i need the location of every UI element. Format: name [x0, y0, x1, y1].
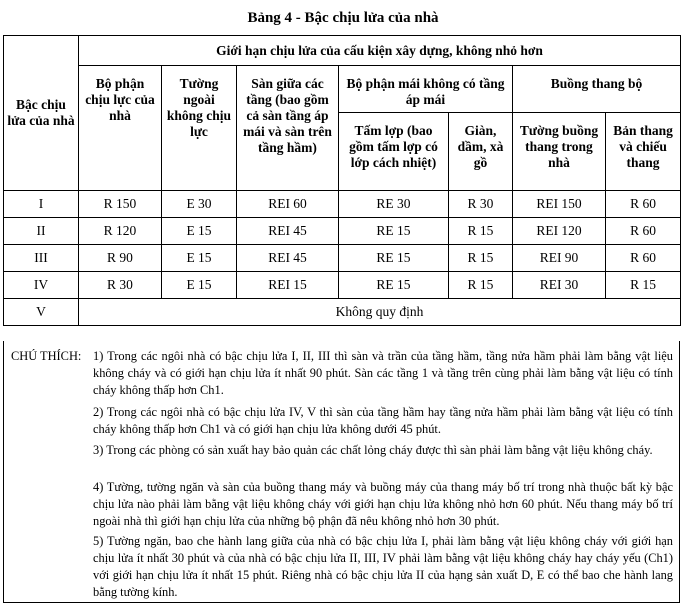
- table-row: [4, 299, 681, 326]
- cell-stair-flight: R 60: [606, 191, 681, 218]
- cell-stair-wall: REI 150: [513, 191, 606, 218]
- cell-roof-sheet: RE 30: [339, 191, 449, 218]
- header-stair-wall: Tường buồng thang trong nhà: [513, 113, 606, 191]
- note-item: 3) Trong các phòng có sản xuất hay bảo quản các chất lỏng cháy được thì sàn phải làm bằng vật liệu không cháy.: [93, 443, 653, 457]
- table-row: [4, 245, 681, 272]
- header-rating: Bậc chịu lửa của nhà: [4, 36, 79, 191]
- cell-rating: IV: [4, 272, 79, 299]
- cell-roof-truss: R 30: [449, 191, 513, 218]
- table-title: Bảng 4 - Bậc chịu lửa của nhà: [247, 10, 439, 26]
- cell-floor: REI 15: [237, 272, 339, 299]
- header-roof-sheet: Tấm lợp (bao gồm tấm lợp có lớp cách nhiệt): [339, 113, 449, 191]
- header-group-main: Giới hạn chịu lửa của cấu kiện xây dựng, không nhỏ hơn: [79, 36, 681, 66]
- notes-label: CHÚ THÍCH:: [11, 349, 82, 363]
- header-stair-group: Buồng thang bộ: [513, 66, 681, 113]
- header-load-bearing: Bộ phận chịu lực của nhà: [79, 66, 162, 191]
- cell-roof-truss: R 15: [449, 272, 513, 299]
- cell-stair-wall: REI 90: [513, 245, 606, 272]
- cell-load-bearing: R 90: [79, 245, 162, 272]
- cell-floor: REI 45: [237, 218, 339, 245]
- table-row: [4, 218, 681, 245]
- header-floor: Sàn giữa các tầng (bao gồm cả sàn tầng áp mái và sàn trên tầng hầm): [237, 66, 339, 191]
- cell-stair-flight: R 15: [606, 272, 681, 299]
- notes-section: [3, 341, 680, 603]
- note-item: 5) Tường ngăn, bao che hành lang giữa của nhà có bậc chịu lửa I, phải làm bằng vật liệu không cháy với giới hạn chịu lửa ít nhất 30 phút và của nhà có bậc chịu lửa II, III, IV phải làm bằng vật liệu không cháy hay cháy yếu (Ch1) với giới hạn chịu lửa ít nhất 15 phút. Riêng nhà có bậc chịu lửa II của hạng sản xuất D, E có thể bao che hành lang bằng tường kính.: [93, 534, 673, 599]
- cell-exterior-wall: E 15: [162, 245, 237, 272]
- cell-floor: REI 60: [237, 191, 339, 218]
- cell-roof-truss: R 15: [449, 218, 513, 245]
- cell-rating: V: [4, 299, 79, 326]
- note-item: 1) Trong các ngôi nhà có bậc chịu lửa I, II, III thì sàn và trần của tầng hầm, tầng nửa hầm phải làm bằng vật liệu không cháy và có giới hạn chịu lửa ít nhất 90 phút. Sàn các tầng 1 và tầng trên cùng phải làm bằng vật liệu có tính cháy không thấp hơn Ch1.: [93, 349, 673, 397]
- fire-rating-table: [3, 35, 681, 326]
- cell-roof-sheet: RE 15: [339, 272, 449, 299]
- header-stair-flight: Bản thang và chiếu thang: [606, 113, 681, 191]
- header-roof-truss: Giàn, dầm, xà gồ: [449, 113, 513, 191]
- cell-roof-sheet: RE 15: [339, 245, 449, 272]
- header-roof-group: Bộ phận mái không có tầng áp mái: [339, 66, 513, 113]
- cell-stair-wall: REI 30: [513, 272, 606, 299]
- cell-load-bearing: R 30: [79, 272, 162, 299]
- cell-load-bearing: R 120: [79, 218, 162, 245]
- cell-rating: II: [4, 218, 79, 245]
- cell-exterior-wall: E 15: [162, 272, 237, 299]
- cell-roof-sheet: RE 15: [339, 218, 449, 245]
- cell-stair-wall: REI 120: [513, 218, 606, 245]
- cell-rating: III: [4, 245, 79, 272]
- table-row: [4, 272, 681, 299]
- note-item: 4) Tường, tường ngăn và sàn của buồng thang máy và buồng máy của thang máy bố trí trong nhà thuộc bất kỳ bậc chịu lửa nào phải làm bằng vật liệu không cháy với giới hạn chịu lửa không nhỏ hơn 60 phút. Nếu thang máy bố trí ngoài nhà thì giới hạn chịu lửa của những bộ phận đã nêu không nhỏ hơn 30 phút.: [93, 480, 673, 528]
- cell-roof-truss: R 15: [449, 245, 513, 272]
- cell-stair-flight: R 60: [606, 245, 681, 272]
- header-exterior-wall: Tường ngoài không chịu lực: [162, 66, 237, 191]
- cell-exterior-wall: E 15: [162, 218, 237, 245]
- note-item: 2) Trong các ngôi nhà có bậc chịu lửa IV, V thì sàn của tầng hầm hay tầng nửa hầm phải làm bằng vật liệu có tính cháy không thấp hơn Ch1 và có giới hạn chịu lửa không dưới 45 phút.: [93, 405, 673, 436]
- table-row: [4, 191, 681, 218]
- cell-rating: I: [4, 191, 79, 218]
- cell-floor: REI 45: [237, 245, 339, 272]
- cell-exterior-wall: E 30: [162, 191, 237, 218]
- cell-load-bearing: R 150: [79, 191, 162, 218]
- cell-stair-flight: R 60: [606, 218, 681, 245]
- cell-not-specified: Không quy định: [79, 299, 681, 326]
